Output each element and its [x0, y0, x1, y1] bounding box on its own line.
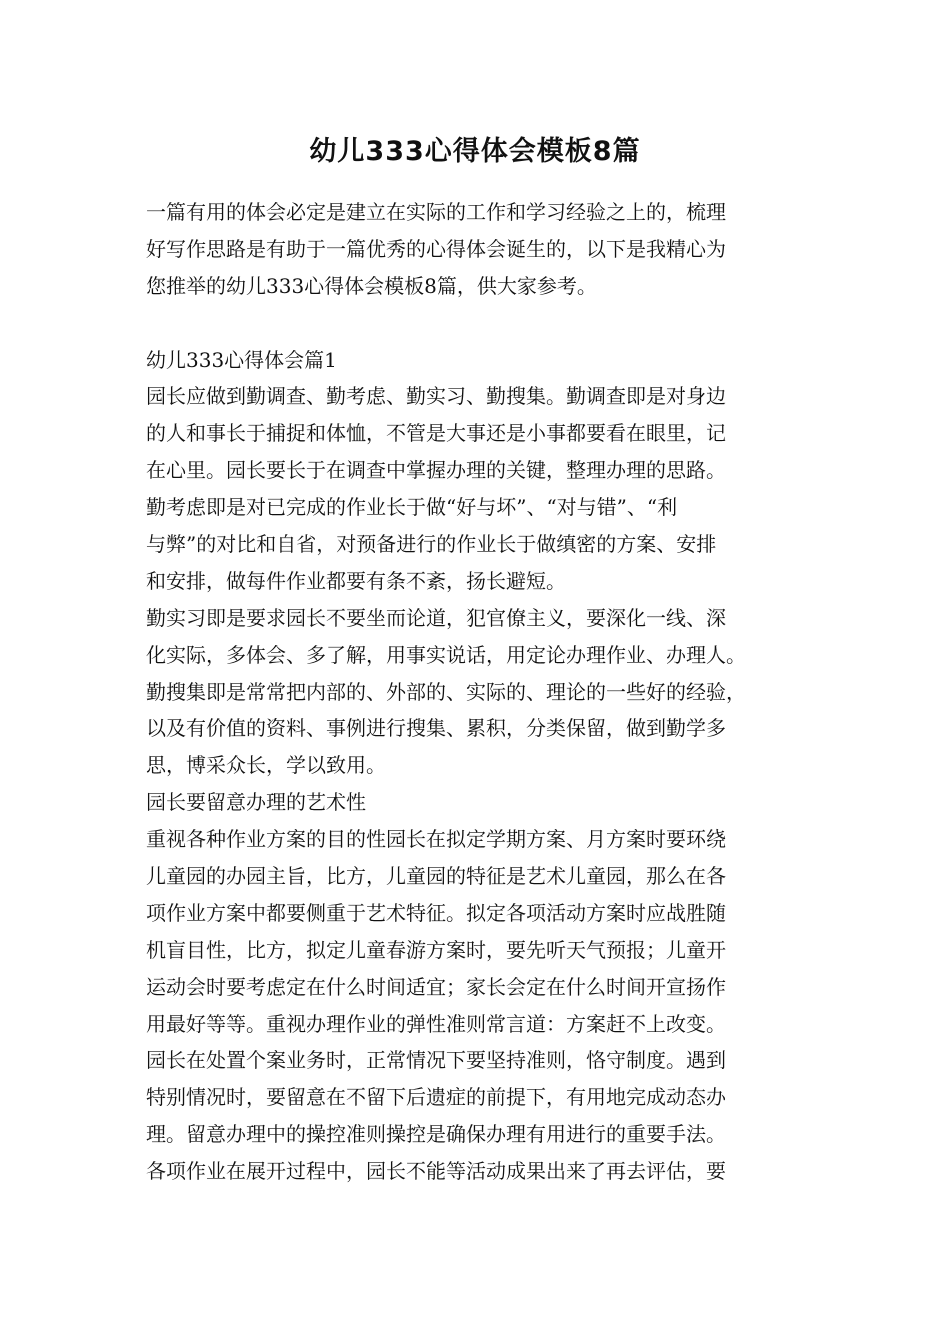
text-line: 运动会时要考虑定在什么时间适宜；家长会定在什么时间开宣扬作 — [146, 974, 726, 999]
text-line: 您推举的幼儿333心得体会模板8篇，供大家参考。 — [146, 273, 597, 298]
text-line: 勤实习即是要求园长不要坐而论道，犯官僚主义，要深化一线、深 — [146, 605, 726, 630]
text-line: 机盲目性，比方，拟定儿童春游方案时，要先听天气预报；儿童开 — [146, 937, 726, 962]
document-body — [146, 194, 826, 1190]
text-line: 重视各种作业方案的目的性园长在拟定学期方案、月方案时要环绕 — [146, 827, 726, 852]
document-title: 幼儿333心得体会模板8篇 — [309, 136, 641, 167]
text-line: 以及有价值的资料、事例进行搜集、累积，分类保留，做到勤学多 — [146, 716, 726, 741]
text-line: 各项作业在展开过程中，园长不能等活动成果出来了再去评估，要 — [146, 1159, 726, 1184]
text-line: 化实际，多体会、多了解，用事实说话，用定论办理作业、办理人。 — [146, 642, 746, 667]
text-line: 勤搜集即是常常把内部的、外部的、实际的、理论的一些好的经验， — [146, 679, 746, 704]
text-line: 在心里。园长要长于在调查中掌握办理的关键，整理办理的思路。 — [146, 458, 726, 483]
text-line: 项作业方案中都要侧重于艺术特征。拟定各项活动方案时应战胜随 — [146, 900, 726, 925]
text-line: 儿童园的办园主旨，比方，儿童园的特征是艺术儿童园，那么在各 — [146, 864, 726, 889]
text-line: 幼儿333心得体会篇1 — [146, 347, 337, 372]
text-line: 和安排，做每件作业都要有条不紊，扬长避短。 — [146, 568, 566, 593]
text-line: 园长应做到勤调查、勤考虑、勤实习、勤搜集。勤调查即是对身边 — [146, 384, 726, 409]
text-line: 理。留意办理中的操控准则操控是确保办理有用进行的重要手法。 — [146, 1122, 726, 1147]
text-line: 好写作思路是有助于一篇优秀的心得体会诞生的，以下是我精心为 — [146, 236, 726, 261]
text-line: 园长要留意办理的艺术性 — [146, 790, 366, 815]
text-line: 勤考虑即是对已完成的作业长于做“好与坏”、“对与错”、“利 — [146, 495, 678, 520]
text-line: 用最好等等。重视办理作业的弹性准则常言道：方案赶不上改变。 — [146, 1011, 726, 1036]
text-line: 特别情况时，要留意在不留下后遗症的前提下，有用地完成动态办 — [146, 1085, 726, 1110]
text-line: 思，博采众长，学以致用。 — [146, 753, 386, 778]
text-line: 与弊”的对比和自省，对预备进行的作业长于做缜密的方案、安排 — [146, 532, 717, 557]
text-line: 一篇有用的体会必定是建立在实际的工作和学习经验之上的，梳理 — [146, 200, 726, 224]
blank-line — [146, 305, 826, 342]
text-line: 的人和事长于捕捉和体恤，不管是大事还是小事都要看在眼里，记 — [146, 421, 726, 446]
text-line: 园长在处置个案业务时，正常情况下要坚持准则，恪守制度。遇到 — [146, 1048, 726, 1073]
